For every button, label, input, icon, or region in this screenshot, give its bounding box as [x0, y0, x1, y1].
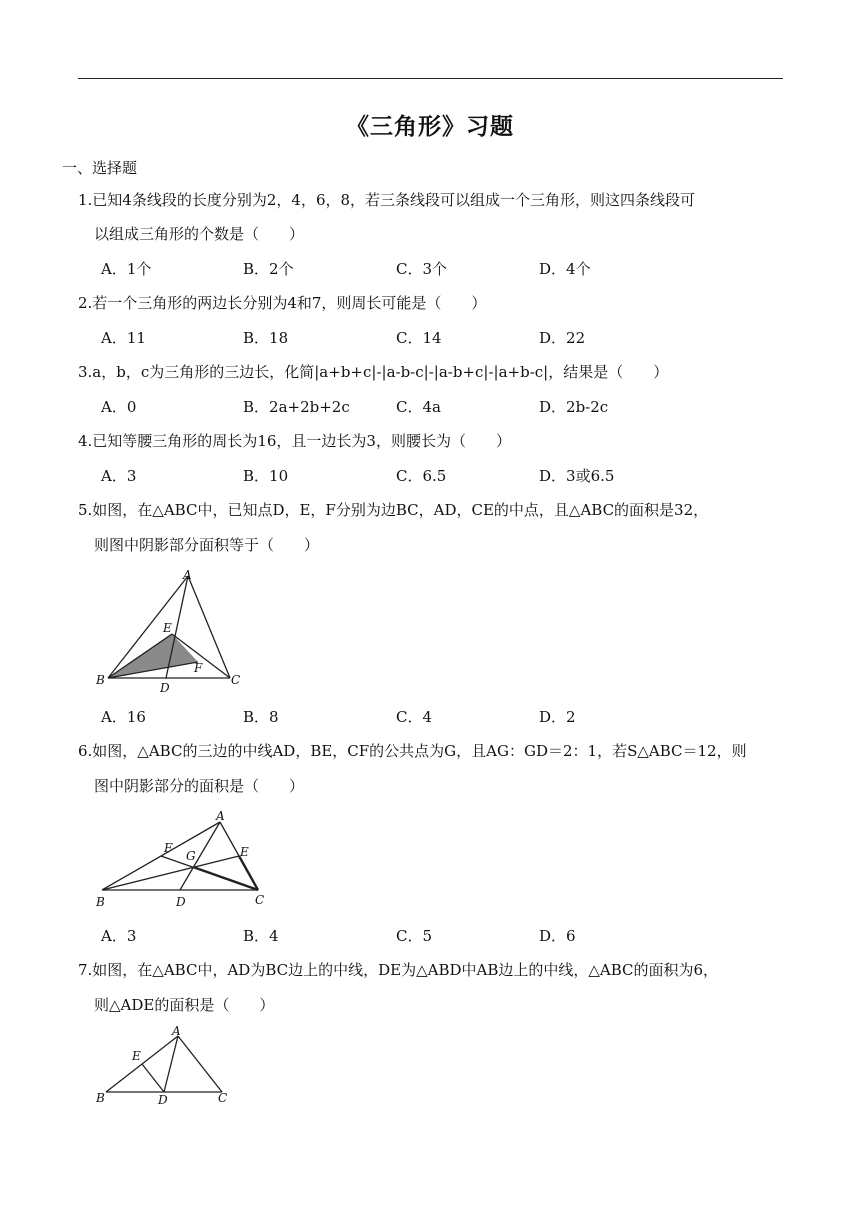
question-3-option-a: A．0	[101, 398, 137, 416]
question-4-option-c: C．6.5	[396, 467, 447, 485]
question-6-option-a: A．3	[101, 927, 137, 945]
point-label: A	[216, 809, 225, 823]
question-2-option-b: B．18	[243, 329, 289, 347]
header-rule	[78, 78, 783, 79]
question-4-option-a: A．3	[101, 467, 137, 485]
question-2-option-d: D．22	[539, 329, 586, 347]
question-6-option-c: C．5	[396, 927, 433, 945]
question-1-option-d: D．4个	[539, 260, 591, 278]
shaded-triangle-bef	[108, 634, 198, 678]
question-5-line-1: 5.如图，在△ABC中，已知点D，E，F分别为边BC，AD，CE的中点，且△ABC的面积是32，	[78, 501, 709, 519]
section-heading: 一、选择题	[62, 159, 138, 177]
question-6-line-2: 图中阴影部分的面积是（ ）	[94, 777, 305, 795]
point-label: B	[96, 1091, 105, 1105]
question-5-figure	[90, 564, 260, 696]
question-1-option-a: A．1个	[101, 260, 152, 278]
question-6-option-b: B．4	[243, 927, 279, 945]
question-2-line-1: 2.若一个三角形的两边长分别为4和7，则周长可能是（ ）	[78, 294, 487, 312]
point-label: B	[96, 895, 105, 909]
question-5-line-2: 则图中阴影部分面积等于（ ）	[94, 536, 320, 554]
question-5-option-a: A．16	[101, 708, 146, 726]
point-label: D	[160, 681, 170, 695]
point-label: A	[172, 1024, 181, 1038]
question-4-option-b: B．10	[243, 467, 289, 485]
question-1-line-2: 以组成三角形的个数是（ ）	[94, 225, 305, 243]
point-label: B	[96, 673, 105, 687]
question-5-option-d: D．2	[539, 708, 576, 726]
question-2-option-a: A．11	[101, 329, 146, 347]
question-5-option-b: B．8	[243, 708, 279, 726]
question-1-option-c: C．3个	[396, 260, 448, 278]
point-label: F	[194, 661, 203, 675]
question-1-line-1: 1.已知4条线段的长度分别为2，4，6，8，若三条线段可以组成一个三角形，则这四条线段可	[78, 191, 696, 209]
point-label: F	[164, 841, 173, 855]
question-4-option-d: D．3或6.5	[539, 467, 615, 485]
point-label: C	[231, 673, 241, 687]
point-label: G	[186, 849, 196, 863]
question-3-option-c: C．4a	[396, 398, 441, 416]
point-label: E	[132, 1049, 141, 1063]
question-3-line-1: 3.a，b，c为三角形的三边长，化简|a+b+c|-|a-b-c|-|a-b+c|-|a+b-c|，结果是（ ）	[78, 363, 669, 381]
question-1-option-b: B．2个	[243, 260, 294, 278]
point-label: C	[218, 1091, 228, 1105]
question-3-option-b: B．2a+2b+2c	[243, 398, 350, 416]
question-3-option-d: D．2b-2c	[539, 398, 609, 416]
question-2-option-c: C．14	[396, 329, 442, 347]
question-6-figure	[90, 806, 290, 916]
page-title: 《三角形》习题	[346, 114, 514, 140]
point-label: E	[163, 621, 172, 635]
question-4-line-1: 4.已知等腰三角形的周长为16，且一边长为3，则腰长为（ ）	[78, 432, 511, 450]
question-5-option-c: C．4	[396, 708, 433, 726]
point-label: C	[255, 893, 265, 907]
question-7-line-1: 7.如图，在△ABC中，AD为BC边上的中线，DE为△ABD中AB边上的中线，△ABC的面积为6，	[78, 961, 719, 979]
question-6-option-d: D．6	[539, 927, 576, 945]
point-label: D	[158, 1093, 168, 1107]
question-6-line-1: 6.如图，△ABC的三边的中线AD，BE，CF的公共点为G，且AG：GD＝2：1，若S△ABC＝12，则	[78, 742, 747, 760]
point-label: D	[176, 895, 186, 909]
point-label: E	[240, 845, 249, 859]
question-7-line-2: 则△ADE的面积是（ ）	[94, 996, 275, 1014]
question-7-figure	[90, 1020, 250, 1110]
point-label: A	[183, 568, 192, 582]
